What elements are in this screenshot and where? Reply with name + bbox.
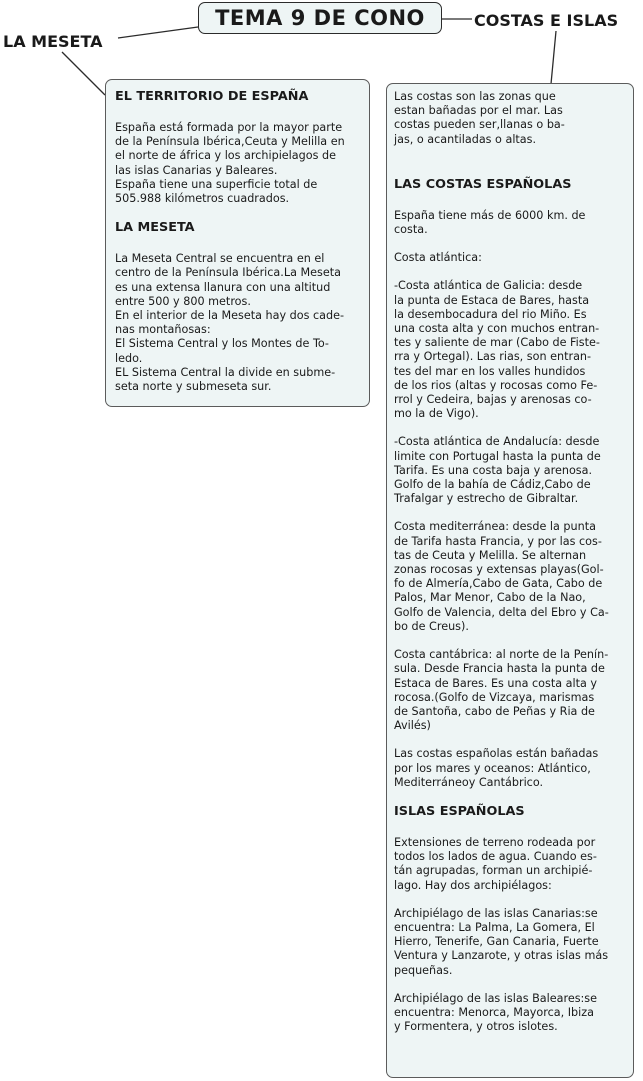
heading-meseta: LA MESETA xyxy=(115,220,195,236)
connector-meseta-to-card xyxy=(62,52,105,95)
text-costa-length: España tiene más de 6000 km. de costa. xyxy=(394,208,586,237)
heading-islas-espanolas: ISLAS ESPAÑOLAS xyxy=(394,803,525,819)
text-costa-cantabrica: Costa cantábrica: al norte de la Penín- sula. Desde Francia hasta la punta de Estaca de Bares. Es una costa alta y rocosa.(Golfo de Vizcaya, marismas de Santoña, cabo de Peñas y Ria de Avilés) xyxy=(394,648,609,733)
text-islas: Extensiones de terreno rodeada por todos los lados de agua. Cuando es- tán agrupadas, forman un archipié- lago. Hay dos archipiélagos: xyxy=(394,835,597,892)
central-topic[interactable] xyxy=(198,2,442,34)
text-meseta: La Meseta Central se encuentra en el centro de la Península Ibérica.La Meseta es una extensa llanura con una altitud entre 500 y 800 metros. En el interior de la Meseta hay dos cade- nas montañosas: El Sistema Central y los Montes de To- ledo. EL Sistema Central la divide en subme- seta norte y submeseta sur. xyxy=(115,252,345,394)
branch-costas-e-islas[interactable]: COSTAS E ISLAS xyxy=(474,11,619,30)
text-baleares: Archipiélago de las islas Baleares:se encuentra: Menorca, Mayorca, Ibiza y Formentera, y otros islotes. xyxy=(394,991,598,1034)
branch-la-meseta[interactable]: LA MESETA xyxy=(3,32,103,51)
central-topic-label: TEMA 9 DE CONO xyxy=(215,6,425,30)
connector-costas-to-card xyxy=(551,31,556,84)
text-territorio: España está formada por la mayor parte de la Península Ibérica,Ceuta y Melilla en el norte de áfrica y los archipielagos de las islas Canarias y Baleares. España tiene una superficie total de 505.988 kilómetros cuadrados. xyxy=(115,121,345,206)
text-costas-intro: Las costas son las zonas que estan bañadas por el mar. Las costas pueden ser,llanas o ba- jas, o acantiladas o altas. xyxy=(394,90,565,146)
note-card-meseta xyxy=(105,79,370,407)
heading-territorio: EL TERRITORIO DE ESPAÑA xyxy=(115,89,309,104)
connector-title-to-meseta xyxy=(118,27,198,38)
text-costa-atlantica: Costa atlántica: xyxy=(394,251,482,265)
text-costa-mediterranea: Costa mediterránea: desde la punta de Tarifa hasta Francia, y por las cos- tas de Ceuta y Melilla. Se alternan zonas rocosas y extensas playas(Gol- fo de Almería,Cabo de Gata, Cabo de Palos, Mar Menor, Cabo de la Nao, Golfo de Valencia, delta del Ebro y Ca- bo de Creus). xyxy=(394,520,609,633)
text-costa-mares: Las costas españolas están bañadas por los mares y oceanos: Atlántico, Mediterráneoy Cantábrico. xyxy=(394,747,599,789)
text-costa-galicia: -Costa atlántica de Galicia: desde la punta de Estaca de Bares, hasta la desembocadura del rio Miño. Es una costa alta y con muchos entran- tes y saliente de mar (Cabo de Fiste- rra y Ortegal). Las rias, son entran- tes del mar en los valles hundidos de los rios (altas y rocosas como Fe- rrol y Cedeira, bajas y arenosas co- mo la de Vigo). xyxy=(394,279,600,421)
note-card-costas xyxy=(386,83,634,1078)
heading-costas-espanolas: LAS COSTAS ESPAÑOLAS xyxy=(394,176,572,192)
text-canarias: Archipiélago de las islas Canarias:se encuentra: La Palma, La Gomera, El Hierro, Tenerife, Gan Canaria, Fuerte Ventura y Lanzarote, y otras islas más pequeñas. xyxy=(394,906,609,977)
text-costa-andalucia: -Costa atlántica de Andalucía: desde limite con Portugal hasta la punta de Tarifa. Es una costa baja y arenosa. Golfo de la bahía de Cádiz,Cabo de Trafalgar y estrecho de Gibraltar. xyxy=(394,435,601,506)
